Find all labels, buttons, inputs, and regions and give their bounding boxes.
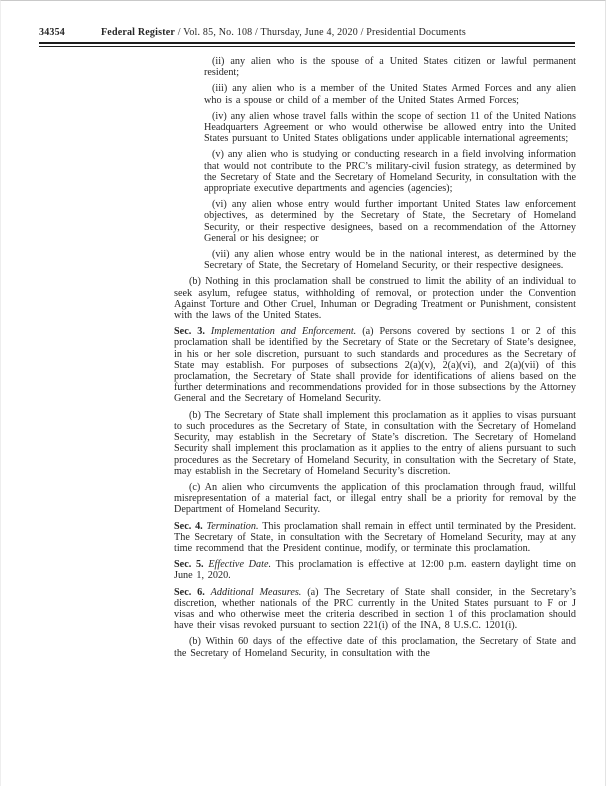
- paragraph-item-ii: (ii) any alien who is the spouse of a United States citizen or lawful permanent resident;: [204, 56, 576, 79]
- section-title: Termination.: [206, 520, 259, 532]
- section-title: Effective Date.: [208, 559, 272, 571]
- section-text: (a) Persons covered by sections 1 or 2 of this proclamation shall be identified by the Secretary of State or the Secretary of State’s designee, in his or her sole discretion, pursuant to such standards and procedures as the Secretary of State may establish. For purposes of subsections 2(a)(v), 2(a)(vi), and 2(a)(vii) of this proclamation, the Secretary of State shall provide for identifications of aliens based on the further determinations and recommendations provided for in those subsections by the Attorney General and the Secretary of Homeland Security.: [174, 326, 576, 405]
- journal-name: Federal Register: [101, 27, 176, 38]
- paragraph-sec-5: [174, 559, 576, 581]
- paragraph-item-iv: (iv) any alien whose travel falls within the scope of section 11 of the United Nations Headquarters Agreement or who would otherwise be allowed entry into the United States pursuant to United States obligations under applicable international agreements;: [204, 110, 576, 145]
- page-header: [39, 27, 575, 47]
- paragraph-sec-3: [174, 326, 576, 404]
- section-title: Additional Measures.: [210, 586, 302, 598]
- paragraph-sub-c: (c) An alien who circumvents the application of this proclamation through fraud, willful misrepresentation of a material fact, or illegal entry shall be a priority for removal by the Department of Homeland Security.: [174, 481, 576, 516]
- section-label: Sec. 4.: [174, 520, 203, 532]
- paragraph-sub-b-1: (b) Nothing in this proclamation shall be construed to limit the ability of an individual to seek asylum, refugee status, withholding of removal, or protection under the Convention Against Torture and Other Cruel, Inhuman or Degrading Treatment or Punishment, consistent with the laws of the United States.: [174, 276, 576, 322]
- section-text: (a) The Secretary of State shall consider, in the Secretary’s discretion, whether nationals of the PRC currently in the United States pursuant to F or J visas and who otherwise meet the criteria described in section 1 of this proclamation should have their visas revoked pursuant to section 221(i) of the INA, 8 U.S.C. 1201(i).: [174, 586, 576, 632]
- paragraph-item-v: (v) any alien who is studying or conducting research in a field involving information that would not contribute to the PRC’s military-civil fusion strategy, as determined by the Secretary of State and the Secretary of Homeland Security, in consultation with the appropriate executive departments and agencies (agencies);: [204, 149, 576, 195]
- paragraph-sub-b-3: (b) Within 60 days of the effective date of this proclamation, the Secretary of State and the Secretary of Homeland Security, in consultation with the: [174, 636, 576, 659]
- paragraph-sec-6: [174, 587, 576, 632]
- paragraph-item-vii: (vii) any alien whose entry would be in the national interest, as determined by the Secretary of State, the Secretary of Homeland Security, or their respective designees.: [204, 249, 576, 272]
- section-text: This proclamation is effective at 12:00 p.m. eastern daylight time on June 1, 2020.: [174, 559, 576, 582]
- paragraph-item-vi: (vi) any alien whose entry would further important United States law enforcement objectives, as determined by the Secretary of State, the Secretary of Homeland Security, or their respective designees, based on a recommendation of the Attorney General or his designee; or: [204, 199, 576, 244]
- running-head: [39, 27, 575, 38]
- issue-info: / Vol. 85, No. 108 / Thursday, June 4, 2020 / Presidential Documents: [177, 27, 466, 38]
- paragraph-sec-4: [174, 521, 576, 555]
- section-label: Sec. 3.: [174, 326, 205, 338]
- document-body: [174, 56, 576, 664]
- paragraph-item-iii: (iii) any alien who is a member of the United States Armed Forces and any alien who is a spouse or child of a member of the United States Armed Forces;: [204, 83, 576, 106]
- section-text: This proclamation shall remain in effect until terminated by the President. The Secretary of State, in consultation with the Secretary of Homeland Security, may at any time recommend that the President continue, modify, or terminate this proclamation.: [174, 520, 576, 554]
- section-label: Sec. 5.: [174, 559, 204, 571]
- header-rule: [39, 42, 575, 47]
- section-label: Sec. 6.: [174, 586, 205, 598]
- paragraph-sub-b-2: (b) The Secretary of State shall implement this proclamation as it applies to visas pursuant to such procedures as the Secretary of State, in consultation with the Secretary of Homeland Security, may establish in the Secretary of State’s discretion. The Secretary of Homeland Security shall implement this proclamation as it applies to the entry of aliens pursuant to such procedures as the Secretary of Homeland Security, in consultation with the Secretary of State, may establish in the Secretary of Homeland Security’s discretion.: [174, 409, 576, 477]
- page-number: 34354: [39, 27, 65, 38]
- section-title: Implementation and Enforcement.: [210, 326, 357, 338]
